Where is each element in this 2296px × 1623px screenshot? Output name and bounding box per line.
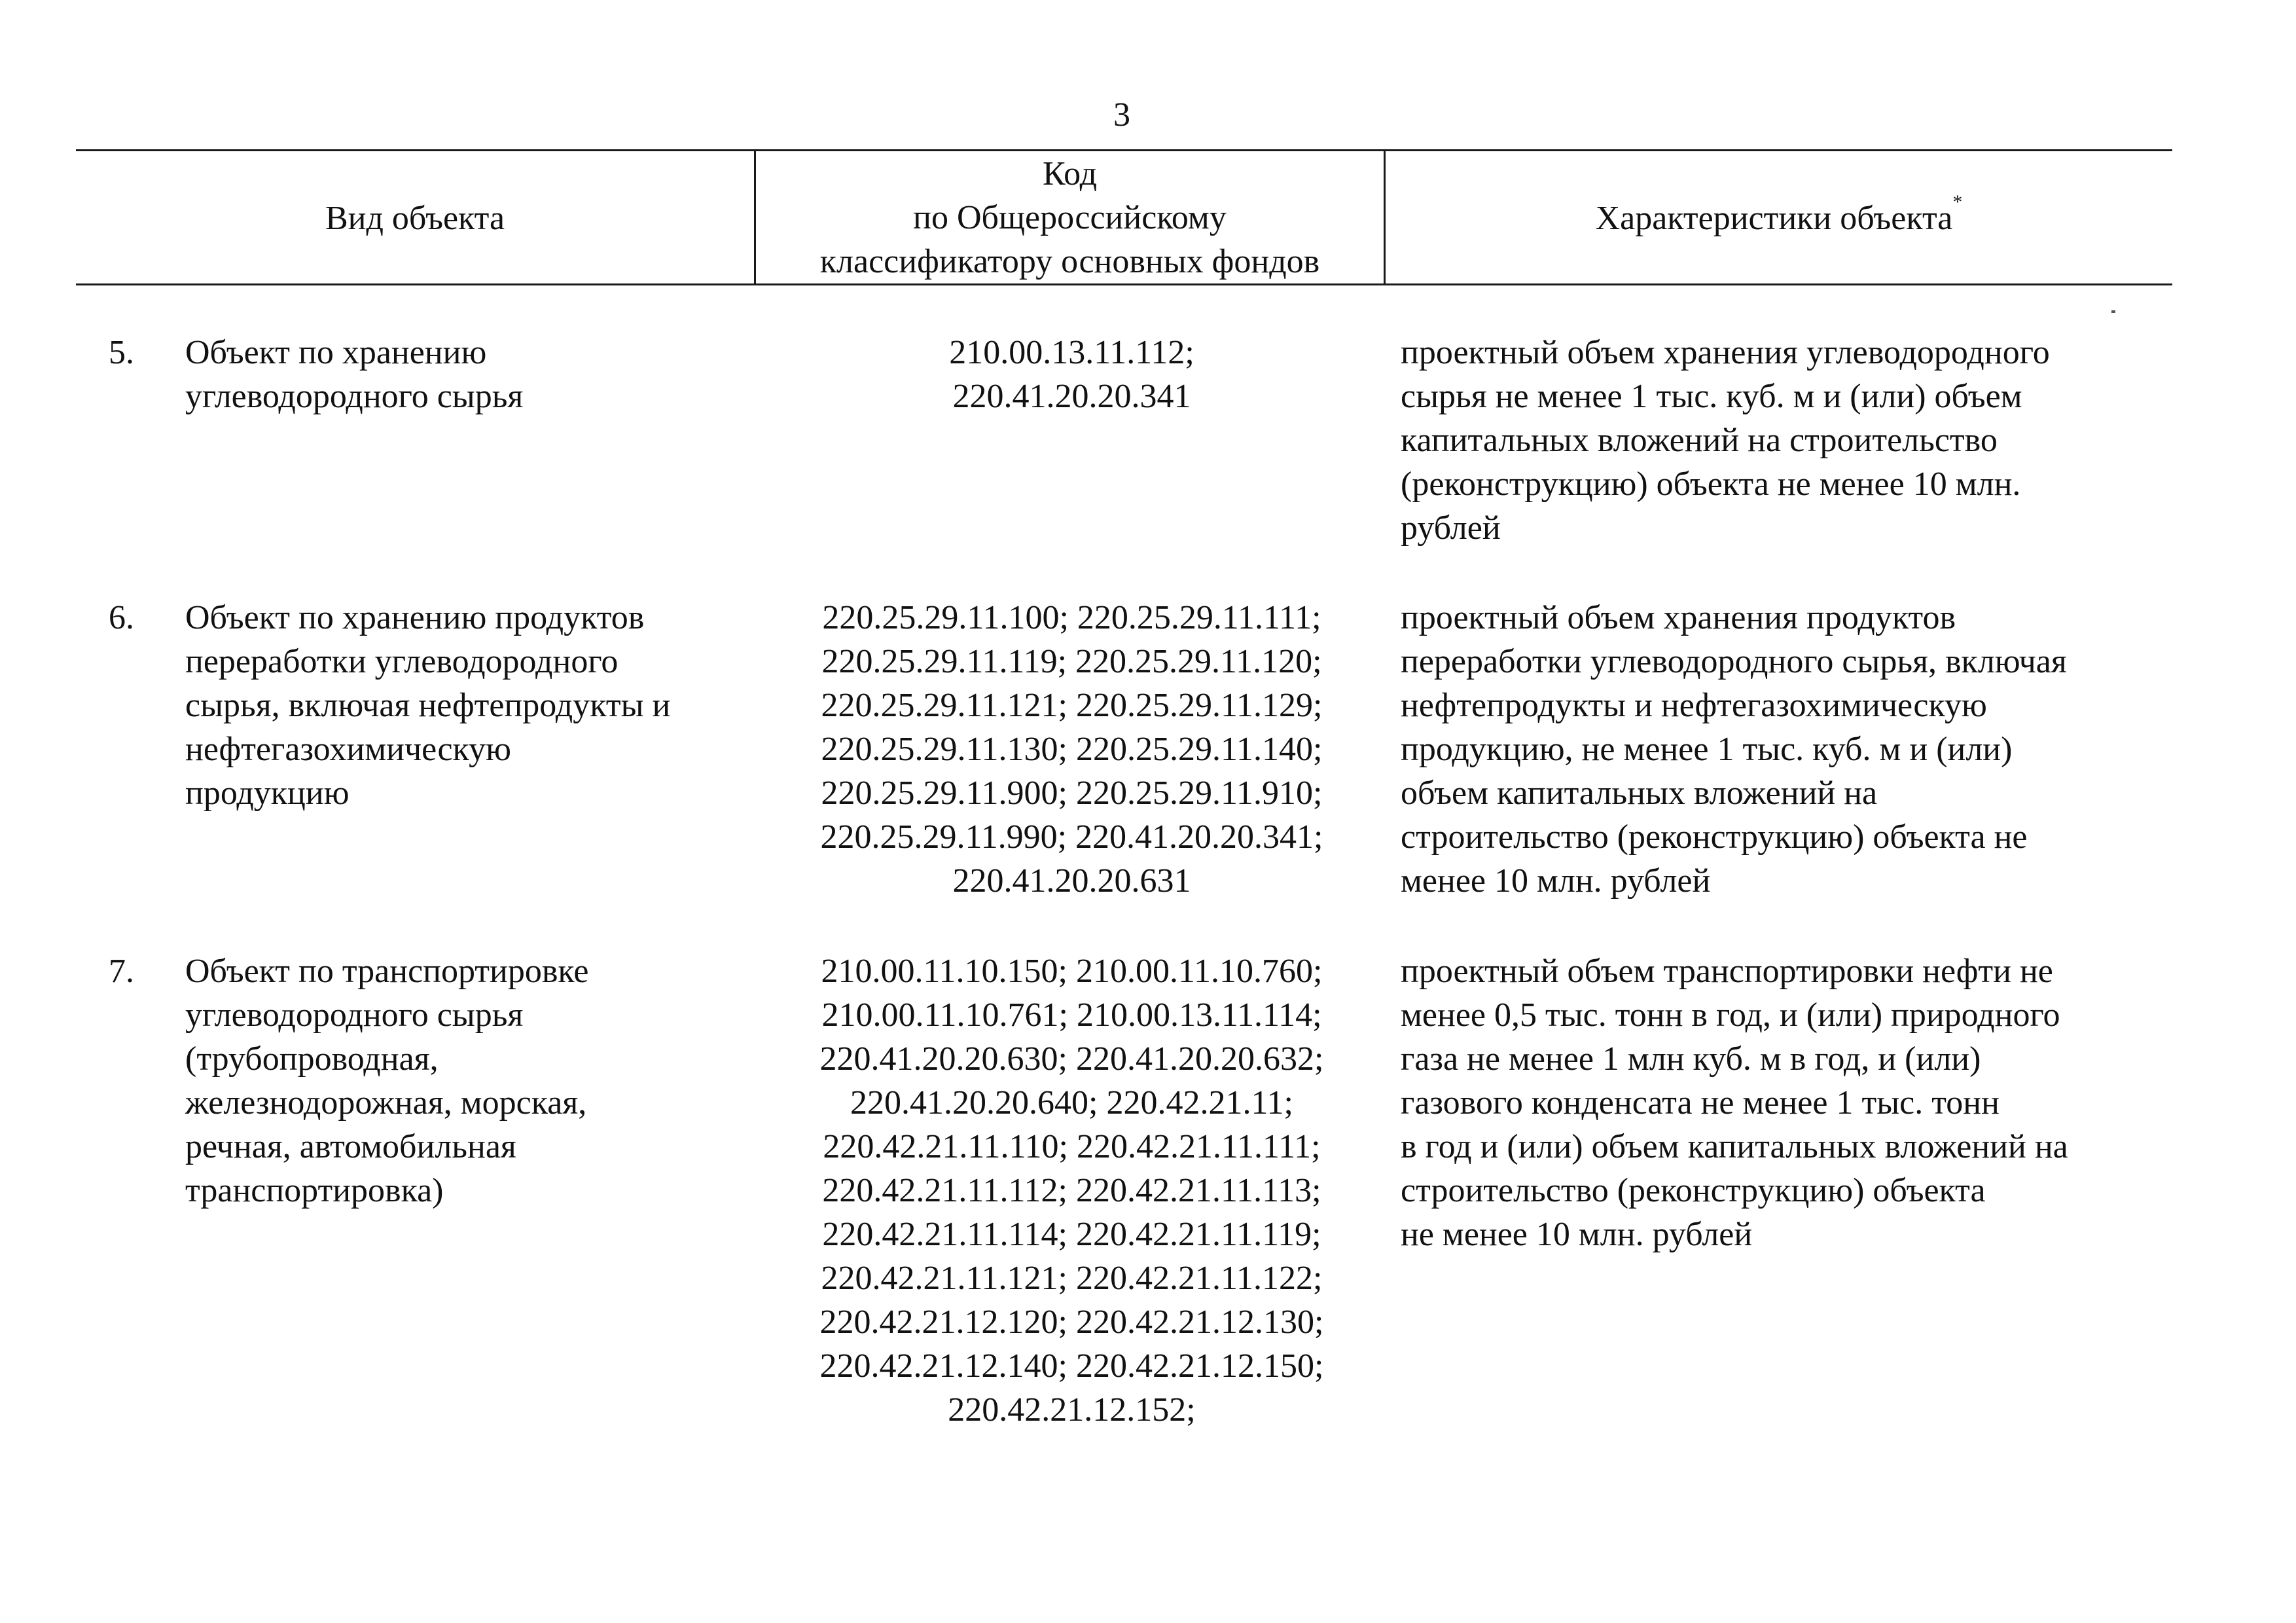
- table-header-bottom-rule: [76, 283, 2172, 285]
- object-type-line: сырья, включая нефтепродукты и: [185, 687, 671, 724]
- okof-code-line: 210.00.11.10.761; 210.00.13.11.114;: [821, 996, 1322, 1034]
- object-type-line: нефтегазохимическую: [185, 731, 511, 768]
- object-type-cell: [185, 331, 748, 418]
- okof-code-line: 220.42.21.12.120; 220.42.21.12.130;: [819, 1304, 1324, 1341]
- header-object-characteristics-text: Характеристики объекта: [1595, 200, 1953, 237]
- row-number: 7.: [109, 953, 134, 990]
- okof-code-line: 220.25.29.11.900; 220.25.29.11.910;: [821, 775, 1323, 812]
- characteristics-cell: [1401, 331, 2206, 550]
- characteristics-line: в год и (или) объем капитальных вложений на: [1401, 1128, 2068, 1165]
- characteristics-cell: [1401, 596, 2206, 903]
- okof-code-line: 210.00.11.10.150; 210.00.11.10.760;: [821, 953, 1323, 990]
- characteristics-line: рублей: [1401, 509, 1501, 547]
- okof-code-cell: [759, 949, 1384, 1432]
- characteristics-line: проектный объем транспортировки нефти не: [1401, 953, 2053, 990]
- object-type-line: транспортировка): [185, 1172, 444, 1209]
- scan-speck: [2111, 310, 2115, 313]
- object-type-line: Объект по хранению: [185, 334, 487, 371]
- okof-code-line: 220.25.29.11.121; 220.25.29.11.129;: [821, 687, 1323, 724]
- characteristics-line: продукцию, не менее 1 тыс. куб. м и (или): [1401, 731, 2013, 768]
- object-type-line: переработки углеводородного: [185, 643, 619, 680]
- object-type-cell: [185, 949, 748, 1213]
- characteristics-line: проектный объем хранения продуктов: [1401, 599, 1956, 636]
- characteristics-line: нефтепродукты и нефтегазохимическую: [1401, 687, 1987, 724]
- characteristics-line: газового конденсата не менее 1 тыс. тонн: [1401, 1084, 2000, 1122]
- characteristics-line: (реконструкцию) объекта не менее 10 млн.: [1401, 465, 2021, 503]
- footnote-asterisk: *: [1952, 191, 1963, 213]
- header-object-type-line: Вид объекта: [325, 200, 505, 237]
- object-type-line: углеводородного сырья: [185, 996, 524, 1034]
- okof-code-line: 220.41.20.20.640; 220.42.21.11;: [850, 1084, 1293, 1122]
- object-type-line: (трубопроводная,: [185, 1040, 439, 1078]
- okof-code-line: 220.25.29.11.990; 220.41.20.20.341;: [820, 818, 1323, 856]
- okof-code-line: 210.00.13.11.112;: [949, 334, 1194, 371]
- okof-code-line: 220.42.21.12.152;: [948, 1391, 1196, 1429]
- characteristics-line: не менее 10 млн. рублей: [1401, 1216, 1753, 1253]
- characteristics-line: капитальных вложений на строительство: [1401, 422, 1998, 459]
- row-number: 5.: [109, 334, 134, 371]
- okof-code-line: 220.41.20.20.341: [952, 378, 1191, 415]
- okof-code-line: 220.42.21.12.140; 220.42.21.12.150;: [819, 1347, 1324, 1385]
- object-type-line: продукцию: [185, 775, 350, 812]
- table-top-rule: [76, 149, 2172, 151]
- okof-code-cell: [759, 331, 1384, 418]
- object-type-line: железнодорожная, морская,: [185, 1084, 587, 1122]
- characteristics-line: строительство (реконструкцию) объекта не: [1401, 818, 2028, 856]
- header-okof-code: [756, 152, 1384, 283]
- okof-code-line: 220.42.21.11.110; 220.42.21.11.111;: [823, 1128, 1321, 1165]
- okof-code-cell: [759, 596, 1384, 903]
- object-type-line: Объект по хранению продуктов: [185, 599, 645, 636]
- characteristics-cell: [1401, 949, 2206, 1256]
- header-object-characteristics: [1386, 191, 2172, 240]
- characteristics-line: менее 10 млн. рублей: [1401, 862, 1711, 900]
- okof-code-line: 220.42.21.11.121; 220.42.21.11.122;: [821, 1260, 1323, 1297]
- characteristics-line: сырья не менее 1 тыс. куб. м и (или) объем: [1401, 378, 2022, 415]
- header-object-characteristics-line: [1386, 191, 2172, 240]
- characteristics-line: менее 0,5 тыс. тонн в год, и (или) природного: [1401, 996, 2060, 1034]
- header-okof-code-line: классификатору основных фондов: [819, 243, 1320, 280]
- characteristics-line: газа не менее 1 млн куб. м в год, и (или): [1401, 1040, 1981, 1078]
- object-type-line: углеводородного сырья: [185, 378, 524, 415]
- characteristics-line: переработки углеводородного сырья, включая: [1401, 643, 2067, 680]
- object-type-cell: [185, 596, 748, 815]
- characteristics-line: строительство (реконструкцию) объекта: [1401, 1172, 1986, 1209]
- object-type-line: речная, автомобильная: [185, 1128, 516, 1165]
- okof-code-line: 220.42.21.11.112; 220.42.21.11.113;: [822, 1172, 1321, 1209]
- header-okof-code-line: по Общероссийскому: [913, 199, 1227, 236]
- characteristics-line: объем капитальных вложений на: [1401, 775, 1878, 812]
- row-number: 6.: [109, 599, 134, 636]
- okof-code-line: 220.25.29.11.130; 220.25.29.11.140;: [821, 731, 1323, 768]
- page-number: 3: [1113, 96, 1130, 134]
- object-type-line: Объект по транспортировке: [185, 953, 589, 990]
- header-object-type: [76, 196, 754, 240]
- okof-code-line: 220.41.20.20.631: [952, 862, 1191, 900]
- okof-code-line: 220.42.21.11.114; 220.42.21.11.119;: [822, 1216, 1321, 1253]
- header-okof-code-line: Код: [1042, 155, 1098, 192]
- okof-code-line: 220.41.20.20.630; 220.41.20.20.632;: [819, 1040, 1324, 1078]
- okof-code-line: 220.25.29.11.100; 220.25.29.11.111;: [822, 599, 1321, 636]
- okof-code-line: 220.25.29.11.119; 220.25.29.11.120;: [821, 643, 1322, 680]
- characteristics-line: проектный объем хранения углеводородного: [1401, 334, 2050, 371]
